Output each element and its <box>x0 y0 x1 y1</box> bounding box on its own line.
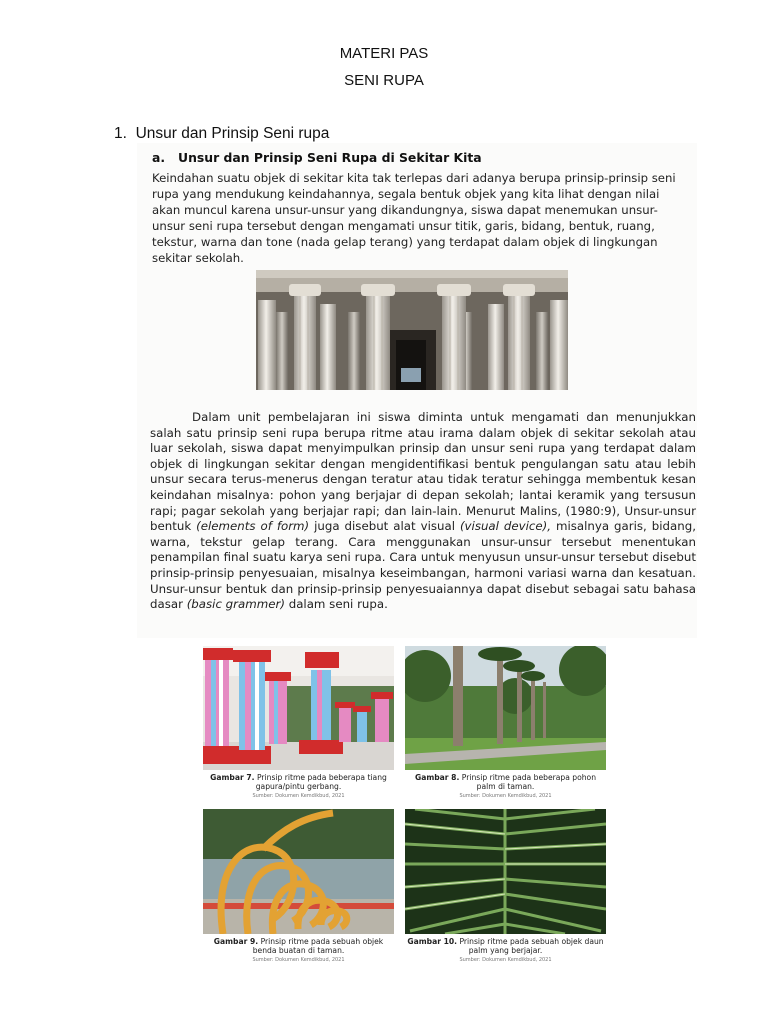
body-italic-1: (elements of form) <box>196 519 310 534</box>
subsection-label: a. <box>152 150 166 165</box>
figure-8-caption <box>405 773 606 801</box>
figure-8-label: Gambar 8. <box>414 773 460 782</box>
figure-10-caption <box>405 937 606 965</box>
figure-9-source: Sumber: Dokumen Kemdikbud, 2021 <box>252 957 345 963</box>
figure-7-text: Prinsip ritme pada beberapa tiang gapura/pintu gerbang. <box>255 773 387 791</box>
body-paragraph <box>150 410 696 613</box>
subsection-title: Unsur dan Prinsip Seni Rupa di Sekitar Kita <box>178 150 482 165</box>
figure-7-photo <box>203 646 394 770</box>
body-italic-2: (visual device), <box>459 519 552 534</box>
figure-8-source: Sumber: Dokumen Kemdikbud, 2021 <box>459 793 552 799</box>
figure-8-text: Prinsip ritme pada beberapa pohon palm di taman. <box>461 773 597 791</box>
section-heading <box>114 125 329 143</box>
section-number: 1. <box>114 125 127 142</box>
section-title: Unsur dan Prinsip Seni rupa <box>135 125 330 142</box>
body-text-3: misalnya garis, bidang, warna, tekstur gelap terang. Cara menggunakan unsur-unsur tersebut menentukan penampilan final suatu karya seni rupa. Cara untuk menyusun unsur-unsur tersebut disebut prinsip-prinsip penyesuaian, misalnya keseimbangan, harmoni variasi warna dan kesatuan. Unsur-unsur bentuk dan prinsip-prinsip penyesuaiannya dapat disebut sebagai satu bahasa dasar <box>150 519 696 612</box>
document-title: MATERI PAS <box>339 45 429 62</box>
figure-9-caption <box>203 937 394 965</box>
figure-10-label: Gambar 10. <box>407 937 458 946</box>
figure-10-text: Prinsip ritme pada sebuah objek daun palm yang berjajar. <box>459 937 604 955</box>
body-text-4: dalam seni rupa. <box>284 597 388 612</box>
figure-10-source: Sumber: Dokumen Kemdikbud, 2021 <box>459 957 552 963</box>
body-text-2: juga disebut alat visual <box>309 519 460 534</box>
intro-paragraph: Keindahan suatu objek di sekitar kita tak terlepas dari adanya berupa prinsip-prinsip seni rupa yang mendukung keindahannya, segala bentuk objek yang kita lihat dengan nilai akan muncul karena unsur-unsur yang dikandungnya, siswa dapat menemukan unsur-unsur seni rupa tersebut dengan mengamati unsur titik, garis, bidang, bentuk, ruang, tekstur, warna dan tone (nada gelap terang) yang terdapat dalam objek di lingkungan sekitar sekolah. <box>152 171 676 265</box>
figure-7-label: Gambar 7. <box>210 773 255 782</box>
columns-photo <box>256 270 568 390</box>
figure-10-photo <box>405 809 606 934</box>
figure-7-source: Sumber: Dokumen Kemdikbud, 2021 <box>252 793 345 799</box>
body-text-1: Dalam unit pembelajaran ini siswa diminta untuk mengamati dan menunjukkan salah satu prinsip seni rupa berupa ritme atau irama dalam objek di sekitar sekolah atau luar sekolah, siswa dapat menyimpulkan prinsip dan unsur seni rupa yang terdapat dalam objek di lingkungan sekitar dengan mengidentifikasi bentuk pengulangan satu atau lebih unsur secara terus-menerus dengan teratur atau tidak teratur sehingga membentuk kesan keindahan misalnya: pohon yang berjajar di depan sekolah; lantai keramik yang tersusun rapi; pagar sekolah yang berjajar rapi; dan lain-lain. Menurut Malins, (1980:9), Unsur-unsur bentuk <box>150 410 696 534</box>
figure-7-caption <box>203 773 394 801</box>
document-subtitle: SENI RUPA <box>344 72 424 89</box>
subsection-heading <box>152 150 482 165</box>
figure-9-label: Gambar 9. <box>213 937 259 946</box>
figure-9-photo <box>203 809 394 934</box>
figure-8-photo <box>405 646 606 770</box>
figure-9-text: Prinsip ritme pada sebuah objek benda buatan di taman. <box>252 937 384 955</box>
body-italic-3: (basic grammer) <box>186 597 285 612</box>
